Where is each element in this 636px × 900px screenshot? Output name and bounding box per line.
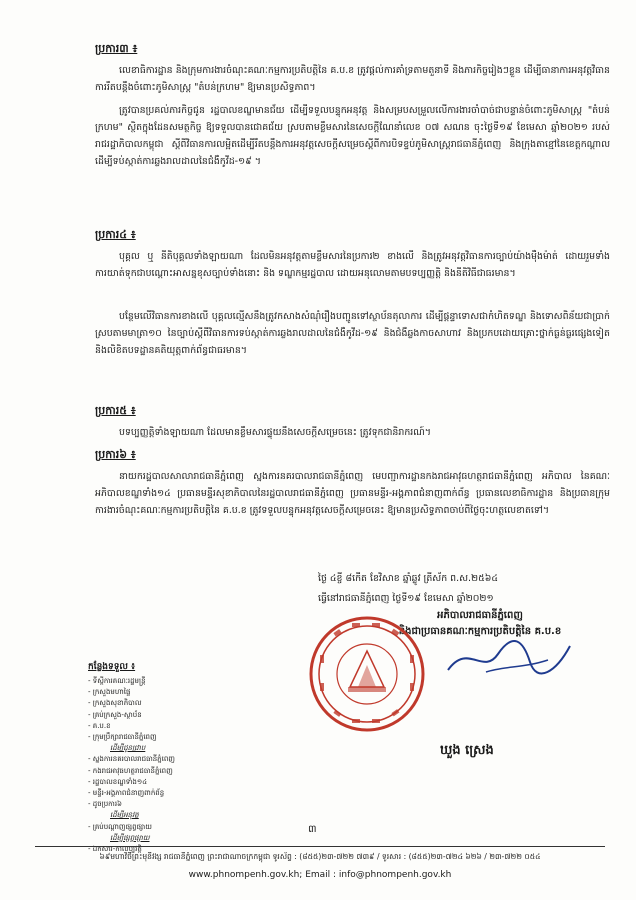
article-4-paragraph-2: បន្ថែមលើវិធានការខាងលើ បុគ្គលល្មើសនឹងត្រូវកសាងសំណុំរឿងបញ្ជូនទៅស្ថាប័នតុលាការ ដើម្បីផ្តន្ទាទោសជាកំហិតទណ្ឌ និងទោសពិន័យជាប្រាក់ ស្របតាមមាត្រា១០ នៃច្បាប់ស្តីពីវិធានការទប់ស្កាត់ការឆ្លងរាលដាលនៃជំងឺកូវីដ-១៩ និងជំងឺឆ្លងកាចសាហាវ និងប្រកបដោយគ្រោះថ្នាក់ធ្ងន់ធ្ងរផ្សេងទៀត និងលិខិតបទដ្ឋានគតិយុត្តពាក់ព័ន្ធជាធរមាន។ [95,311,610,356]
article-6-paragraph-1: នាយករដ្ឋបាលសាលារាជធានីភ្នំពេញ ស្នងការនគរបាលរាជធានីភ្នំពេញ មេបញ្ជាការដ្ឋានកងរាជអាវុធហត្ថរាជធានីភ្នំពេញ អភិបាល នៃគណៈអភិបាលខណ្ឌទាំង១៤ ប្រធានមន្ទីរសុខាភិបាលនៃរដ្ឋបាលរាជធានីភ្នំពេញ ប្រធានមន្ទីរ-អង្គភាពជំនាញពាក់ព័ន្ធ ប្រធានលេខាធិការដ្ឋាន និងប្រធានក្រុមការងារចំណុះគណៈកម្មការប្រតិបត្តិនៃ គ.ប.ខ ត្រូវទទួលបន្ទុកអនុវត្តសេចក្តីសម្រេចនេះ ឱ្យមានប្រសិទ្ធភាពចាប់ពីថ្ងៃចុះហត្ថលេខាតទៅ។ [95,471,610,516]
cc-recipient: - មន្ទីរ-អង្គភាពជំនាញពាក់ព័ន្ធ [88,789,165,798]
article-4-paragraph-1: បុគ្គល ឬ នីតិបុគ្គលទាំងឡាយណា ដែលមិនអនុវត្តតាមខ្លឹមសារនៃប្រការ២ ខាងលើ និងត្រូវអនុវត្តវិធានការច្បាប់យ៉ាងម៉ឺងម៉ាត់ ដោយរួមទាំងការយាត់ទុកជាបណ្តោះអាសន្នខុសច្បាប់ទាំងនោះ និង ទណ្ឌកម្មរដ្ឋបាល ដោយអនុលោមតាមបទប្បញ្ញត្តិ និងនីតិវិធីជាធរមាន។ [95,251,610,279]
article-3-heading: ប្រការ៣ ៖ [95,42,138,55]
cc-title: កន្លែងទទួល ៖ [88,662,136,672]
official-seal-icon [308,615,426,733]
cc-recipient: - ឯកសារ-កាលប្បវត្តិ [88,845,142,854]
lunar-date: ថ្ងៃ ៤ខ្ចី ៨កើត ខែវិសាខ ឆ្នាំឆ្លូវ ត្រីស័ក ព.ស.២៥៦៤ [318,573,498,584]
footer-contact: www.phnompenh.gov.kh; Email : info@phnompenh.gov.kh [188,870,452,880]
signer-title: អភិបាលរាជធានីភ្នំពេញ [437,610,523,621]
cc-recipient: - ដូចប្រការ៦ [88,800,123,809]
cc-recipient: - ទីស្តីការគណៈរដ្ឋមន្ត្រី [88,677,146,685]
cc-recipient: - ក្រសួងសុខាភិបាល [88,699,142,708]
cc-purpose-label: ដើម្បីជូនជ្រាប [110,744,146,753]
page-number: ៣ [308,824,317,835]
cc-recipient: - គ.ប.ខ [88,721,111,730]
cc-purpose-label: ដើម្បីអនុវត្ត [110,811,139,820]
cc-list [88,676,238,855]
article-5-paragraph-1: បទប្បញ្ញត្តិទាំងឡាយណា ដែលមានខ្លឹមសារផ្ទុយនឹងសេចក្តីសម្រេចនេះ ត្រូវទុកជានិរាករណ៍។ [119,427,431,438]
cc-purpose-label: ដើម្បីផ្សព្វផ្សាយ [110,833,150,842]
cc-recipient: - រដ្ឋបាលខណ្ឌទាំង១៤ [88,777,148,786]
cc-recipient: - ក្រសួងមហាផ្ទៃ [88,688,131,697]
article-4-heading: ប្រការ៤ ៖ [95,228,136,241]
cc-recipient: - ស្នងការនគរបាលរាជធានីភ្នំពេញ [88,755,175,764]
handwritten-signature-icon [438,632,578,682]
solar-date: ធ្វើនៅរាជធានីភ្នំពេញ ថ្ងៃទី១៩ ខែមេសា ឆ្នាំ២០២១ [318,593,494,604]
cc-recipient: - គ្រប់បណ្តាញផ្សព្វផ្សាយ [88,822,152,831]
article-3-paragraph-2: ត្រូវបានប្រគល់ភារកិច្ចជូន រដ្ឋបាលខណ្ឌមានជ័យ ដើម្បីទទួលបន្ទុកអនុវត្ត និងសម្របសម្រួលលើការងារចាំបាច់ជាបន្ទាន់ចំពោះភូមិសាស្ត្រ "តំបន់ក្រហម" ស្ថិតក្នុងដែនសមត្ថកិច្ច ឱ្យទទួលបានជោគជ័យ ស្របតាមខ្លឹមសារនៃសេចក្តីណែនាំលេខ ០៧ សណន ចុះថ្ងៃទី១៩ ខែមេសា ឆ្នាំ២០២១ របស់រាជរដ្ឋាភិបាលកម្ពុជា ស្តីពីវិធានការលម្អិតដើម្បីរឹតបន្តឹងការអនុវត្តសេចក្តីសម្រេចស្តីពីការបិទខ្ទប់ភូមិសាស្ត្ររាជធានីភ្នំពេញ និងក្រុងតាខ្មៅនៃខេត្តកណ្តាល ដើម្បីទប់ស្កាត់ការឆ្លងរាលដាលនៃជំងឺកូវីដ-១៩ ។ [95,105,610,167]
footer-address: ៦៩មហាវិថីព្រះមុនីវង្ស រាជធានីភ្នំពេញ ព្រះរាជាណាចក្រកម្ពុជា ទូរស័ព្ទ : (៨៥៥)២៣-៧២២ ៧៣៩ / ទូរសារ : (៨៥៥)២៣-៧២៤ ៦២៦ / ២៣-៧២២ ០៥៤ [99,852,541,861]
article-5-heading: ប្រការ៥ ៖ [95,404,136,417]
article-6-heading: ប្រការ៦ ៖ [95,448,136,461]
cc-recipient: - គ្រប់ក្រសួង-ស្ថាប័ន [88,710,142,719]
footer-divider [35,846,605,847]
cc-recipient: - ក្រុមប្រឹក្សារាជធានីភ្នំពេញ [88,733,157,742]
article-3-paragraph-1: លេខាធិការដ្ឋាន និងក្រុមការងារចំណុះគណៈកម្មការប្រតិបត្តិនៃ គ.ប.ខ ត្រូវផ្តល់ការគាំទ្រតាមតួនាទី និងភារកិច្ចរៀងៗខ្លួន ដើម្បីធានាការអនុវត្តវិធានការរឹតបន្តឹងចំពោះភូមិសាស្ត្រ "តំបន់ក្រហម" ឱ្យមានប្រសិទ្ធភាព។ [95,65,610,93]
cc-recipient: - កងរាជអាវុធហត្ថរាជធានីភ្នំពេញ [88,766,173,775]
signer-name: ឃួង ស្រេង [440,743,494,758]
signer-title-committee: និងជាប្រធានគណៈកម្មការប្រតិបត្តិនៃ គ.ប.ខ [398,626,562,637]
